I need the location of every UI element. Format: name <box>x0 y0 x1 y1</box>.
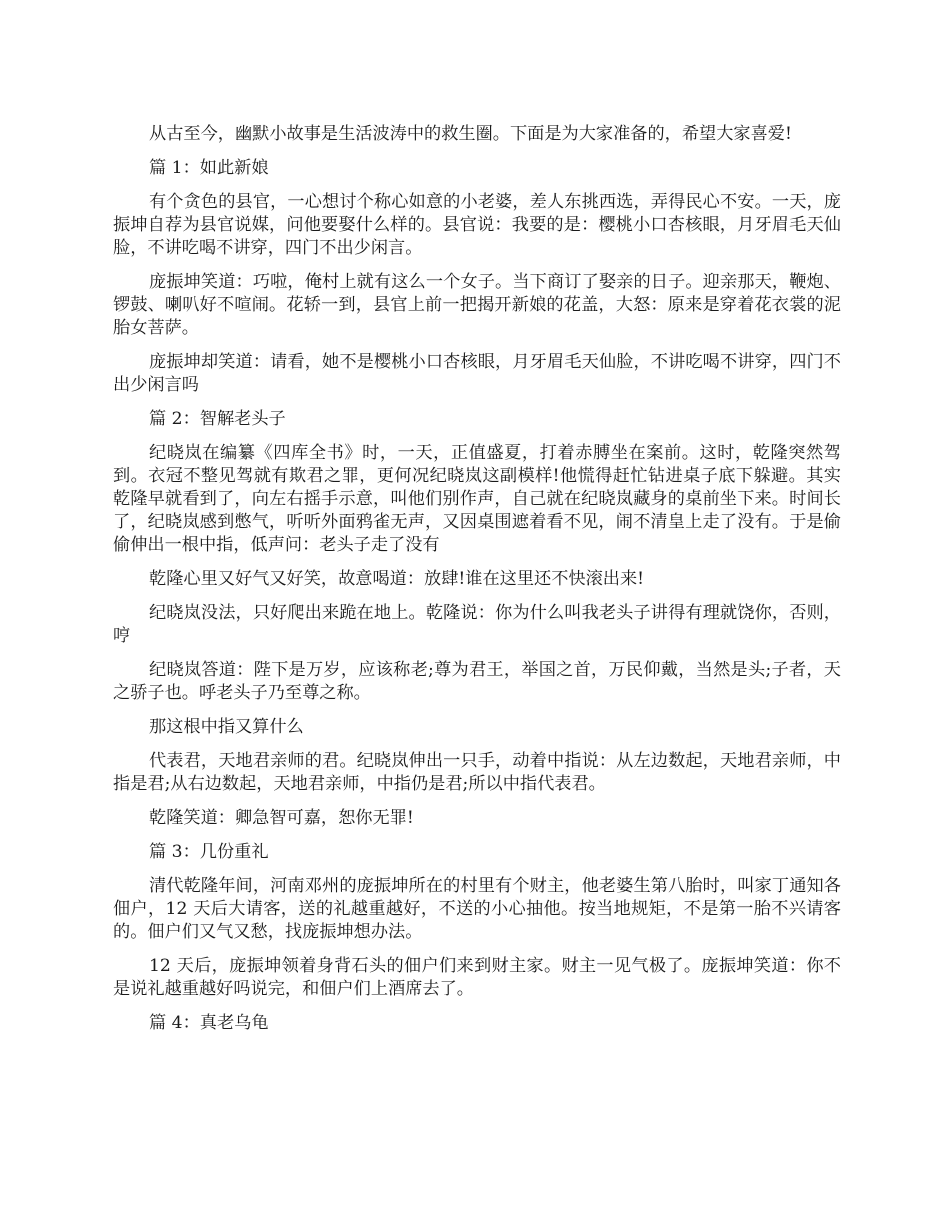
paragraph: 乾隆心里又好气又好笑，故意喝道：放肆!谁在这里还不快滚出来! <box>149 569 645 589</box>
section-heading-4: 篇 4：真老乌龟 <box>149 1013 269 1033</box>
paragraph: 有个贪色的县官，一心想讨个称心如意的小老婆，差人东挑西选，弄得民心不安。一天，庞振坤自荐为县官说媒，问他要娶什么样的。县官说：我要的是：樱桃小口杏核眼，月牙眉毛天仙脸，不讲吃喝不讲穿，四门不出少闲言。 <box>113 192 841 258</box>
intro-paragraph: 从古至今，幽默小故事是生活波涛中的救生圈。下面是为大家准备的，希望大家喜爱! <box>149 124 792 144</box>
paragraph: 庞振坤却笑道：请看，她不是樱桃小口杏核眼，月牙眉毛天仙脸，不讲吃喝不讲穿，四门不出少闲言吗 <box>113 352 841 395</box>
paragraph: 代表君，天地君亲师的君。纪晓岚伸出一只手，动着中指说：从左边数起，天地君亲师，中指是君;从右边数起，天地君亲师，中指仍是君;所以中指代表君。 <box>113 751 841 794</box>
paragraph: 纪晓岚没法，只好爬出来跪在地上。乾隆说：你为什么叫我老头子讲得有理就饶你，否则，哼 <box>113 603 841 646</box>
section-heading-1: 篇 1：如此新娘 <box>149 158 269 178</box>
paragraph: 纪晓岚在编纂《四库全书》时，一天，正值盛夏，打着赤膊坐在案前。这时，乾隆突然驾到。衣冠不整见驾就有欺君之罪，更何况纪晓岚这副模样!他慌得赶忙钻进桌子底下躲避。其实乾隆早就看到了，向左右摇手示意，叫他们别作声，自己就在纪晓岚藏身的桌前坐下来。时间长了，纪晓岚感到憋气，听听外面鸦雀无声，又因桌围遮着看不见，闹不清皇上走了没有。于是偷偷伸出一根中指，低声问：老头子走了没有 <box>113 443 841 555</box>
short-line: 乾隆笑道：卿急智可嘉，恕你无罪! <box>149 808 414 828</box>
section-heading-3: 篇 3：几份重礼 <box>149 842 269 862</box>
short-line: 那这根中指又算什么 <box>149 717 304 737</box>
section-heading-2: 篇 2：智解老头子 <box>149 409 286 429</box>
document-body <box>113 123 841 1046</box>
paragraph: 庞振坤笑道：巧啦，俺村上就有这么一个女子。当下商订了娶亲的日子。迎亲那天，鞭炮、锣鼓、喇叭好不喧闹。花轿一到，县官上前一把揭开新娘的花盖，大怒：原来是穿着花衣裳的泥胎女菩萨。 <box>113 272 841 338</box>
paragraph: 12 天后，庞振坤领着身背石头的佃户们来到财主家。财主一见气极了。庞振坤笑道：你不是说礼越重越好吗说完，和佃户们上酒席去了。 <box>113 956 841 999</box>
paragraph: 纪晓岚答道：陛下是万岁，应该称老;尊为君王，举国之首，万民仰戴，当然是头;子者，天之骄子也。呼老头子乃至尊之称。 <box>113 660 841 703</box>
paragraph: 清代乾隆年间，河南邓州的庞振坤所在的村里有个财主，他老婆生第八胎时，叫家丁通知各佃户，12 天后大请客，送的礼越重越好，不送的小心抽他。按当地规矩，不是第一胎不兴请客的。佃户们又气又愁，找庞振坤想办法。 <box>113 876 841 942</box>
